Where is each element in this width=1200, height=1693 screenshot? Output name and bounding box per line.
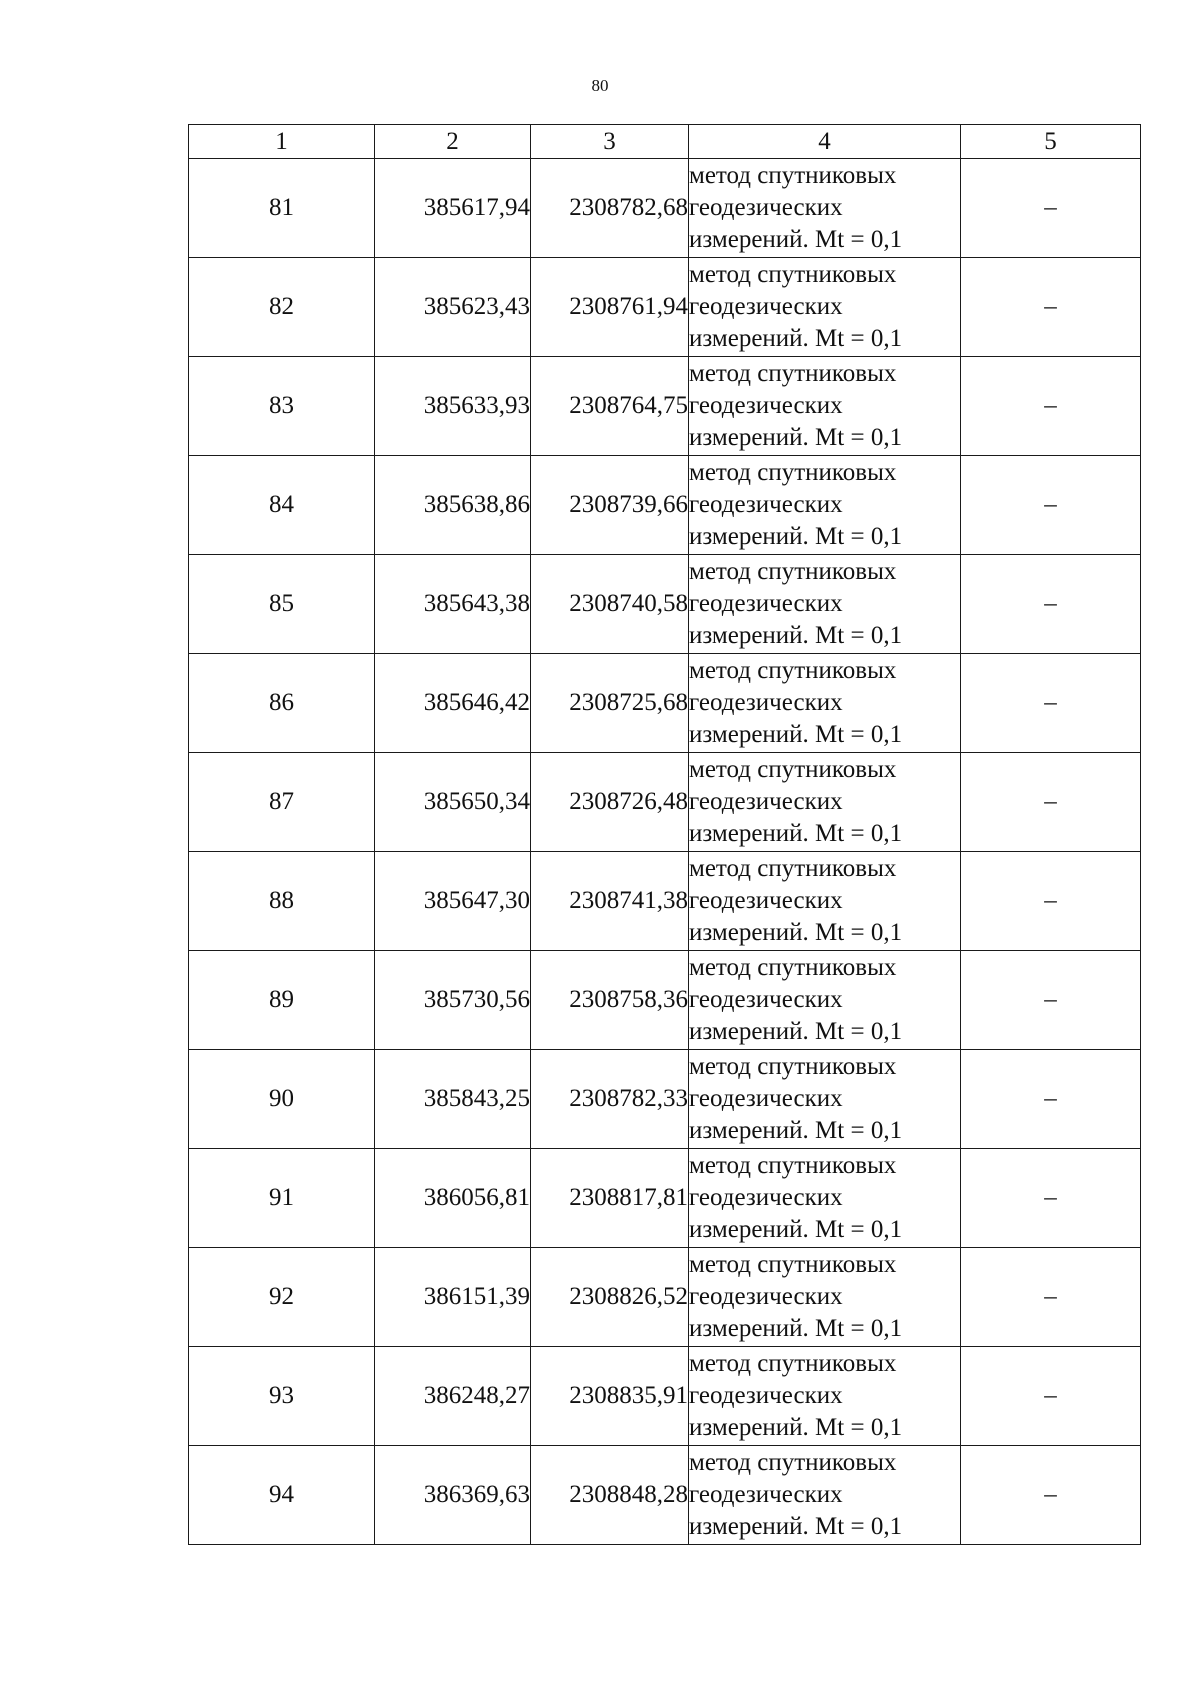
- table-row: [189, 654, 1141, 753]
- method-line: геодезических: [689, 491, 843, 518]
- method-line: геодезических: [689, 1085, 843, 1112]
- note-cell: –: [961, 1248, 1141, 1347]
- column-header-3: 3: [531, 125, 689, 159]
- note-cell: –: [961, 852, 1141, 951]
- x-coordinate-cell: 385730,56: [375, 951, 531, 1050]
- method-line: метод спутниковых: [689, 360, 897, 387]
- coordinates-table: [188, 124, 1141, 1545]
- method-line: измерений. Mt = 0,1: [689, 1117, 903, 1144]
- x-coordinate-cell: 386056,81: [375, 1149, 531, 1248]
- table-row: [189, 1248, 1141, 1347]
- method-cell: [689, 654, 961, 753]
- method-cell: [689, 1050, 961, 1149]
- y-coordinate-cell: 2308761,94: [531, 258, 689, 357]
- method-cell: [689, 357, 961, 456]
- y-coordinate-cell: 2308741,38: [531, 852, 689, 951]
- column-header-4: 4: [689, 125, 961, 159]
- table-row: [189, 555, 1141, 654]
- column-header-5: 5: [961, 125, 1141, 159]
- method-line: геодезических: [689, 1184, 843, 1211]
- x-coordinate-cell: 385623,43: [375, 258, 531, 357]
- table-row: [189, 753, 1141, 852]
- x-coordinate-cell: 385633,93: [375, 357, 531, 456]
- x-coordinate-cell: 385650,34: [375, 753, 531, 852]
- y-coordinate-cell: 2308835,91: [531, 1347, 689, 1446]
- x-coordinate-cell: 385638,86: [375, 456, 531, 555]
- method-line: измерений. Mt = 0,1: [689, 1315, 903, 1342]
- point-number-cell: 91: [189, 1149, 375, 1248]
- y-coordinate-cell: 2308739,66: [531, 456, 689, 555]
- method-line: геодезических: [689, 194, 843, 221]
- method-cell: [689, 1248, 961, 1347]
- method-line: геодезических: [689, 788, 843, 815]
- method-cell: [689, 852, 961, 951]
- point-number-cell: 90: [189, 1050, 375, 1149]
- method-cell: [689, 555, 961, 654]
- point-number-cell: 89: [189, 951, 375, 1050]
- method-line: геодезических: [689, 1481, 843, 1508]
- x-coordinate-cell: 385643,38: [375, 555, 531, 654]
- point-number-cell: 94: [189, 1446, 375, 1545]
- y-coordinate-cell: 2308740,58: [531, 555, 689, 654]
- point-number-cell: 85: [189, 555, 375, 654]
- method-line: измерений. Mt = 0,1: [689, 1513, 903, 1540]
- method-line: метод спутниковых: [689, 162, 897, 189]
- method-cell: [689, 1347, 961, 1446]
- point-number-cell: 88: [189, 852, 375, 951]
- table-body: [189, 159, 1141, 1545]
- method-cell: [689, 1149, 961, 1248]
- y-coordinate-cell: 2308826,52: [531, 1248, 689, 1347]
- method-cell: [689, 258, 961, 357]
- x-coordinate-cell: 386369,63: [375, 1446, 531, 1545]
- note-cell: –: [961, 258, 1141, 357]
- method-line: геодезических: [689, 986, 843, 1013]
- method-line: измерений. Mt = 0,1: [689, 325, 903, 352]
- x-coordinate-cell: 385646,42: [375, 654, 531, 753]
- y-coordinate-cell: 2308848,28: [531, 1446, 689, 1545]
- point-number-cell: 92: [189, 1248, 375, 1347]
- method-line: геодезических: [689, 1283, 843, 1310]
- note-cell: –: [961, 555, 1141, 654]
- note-cell: –: [961, 654, 1141, 753]
- method-line: измерений. Mt = 0,1: [689, 424, 903, 451]
- method-line: измерений. Mt = 0,1: [689, 226, 903, 253]
- table-row: [189, 159, 1141, 258]
- x-coordinate-cell: 386248,27: [375, 1347, 531, 1446]
- method-line: измерений. Mt = 0,1: [689, 919, 903, 946]
- note-cell: –: [961, 951, 1141, 1050]
- method-line: геодезических: [689, 689, 843, 716]
- note-cell: –: [961, 1446, 1141, 1545]
- column-header-1: 1: [189, 125, 375, 159]
- method-cell: [689, 1446, 961, 1545]
- y-coordinate-cell: 2308758,36: [531, 951, 689, 1050]
- method-line: метод спутниковых: [689, 855, 897, 882]
- method-line: измерений. Mt = 0,1: [689, 1414, 903, 1441]
- method-line: геодезических: [689, 887, 843, 914]
- point-number-cell: 86: [189, 654, 375, 753]
- column-header-2: 2: [375, 125, 531, 159]
- x-coordinate-cell: 385617,94: [375, 159, 531, 258]
- method-line: измерений. Mt = 0,1: [689, 1216, 903, 1243]
- point-number-cell: 83: [189, 357, 375, 456]
- note-cell: –: [961, 1149, 1141, 1248]
- table-row: [189, 951, 1141, 1050]
- table-row: [189, 1149, 1141, 1248]
- method-line: метод спутниковых: [689, 657, 897, 684]
- point-number-cell: 84: [189, 456, 375, 555]
- method-line: геодезических: [689, 293, 843, 320]
- method-line: измерений. Mt = 0,1: [689, 622, 903, 649]
- y-coordinate-cell: 2308726,48: [531, 753, 689, 852]
- note-cell: –: [961, 456, 1141, 555]
- x-coordinate-cell: 386151,39: [375, 1248, 531, 1347]
- note-cell: –: [961, 1347, 1141, 1446]
- method-line: измерений. Mt = 0,1: [689, 820, 903, 847]
- method-cell: [689, 951, 961, 1050]
- table-row: [189, 1050, 1141, 1149]
- table-row: [189, 1446, 1141, 1545]
- method-line: метод спутниковых: [689, 1251, 897, 1278]
- method-line: метод спутниковых: [689, 1053, 897, 1080]
- table-row: [189, 456, 1141, 555]
- point-number-cell: 93: [189, 1347, 375, 1446]
- note-cell: –: [961, 159, 1141, 258]
- table-row: [189, 852, 1141, 951]
- method-line: метод спутниковых: [689, 1350, 897, 1377]
- point-number-cell: 82: [189, 258, 375, 357]
- y-coordinate-cell: 2308782,68: [531, 159, 689, 258]
- y-coordinate-cell: 2308817,81: [531, 1149, 689, 1248]
- table-row: [189, 357, 1141, 456]
- method-line: геодезических: [689, 1382, 843, 1409]
- point-number-cell: 81: [189, 159, 375, 258]
- method-cell: [689, 456, 961, 555]
- note-cell: –: [961, 1050, 1141, 1149]
- method-cell: [689, 159, 961, 258]
- y-coordinate-cell: 2308782,33: [531, 1050, 689, 1149]
- page-number: 80: [591, 76, 609, 95]
- method-line: измерений. Mt = 0,1: [689, 721, 903, 748]
- note-cell: –: [961, 357, 1141, 456]
- method-line: измерений. Mt = 0,1: [689, 523, 903, 550]
- x-coordinate-cell: 385647,30: [375, 852, 531, 951]
- y-coordinate-cell: 2308764,75: [531, 357, 689, 456]
- method-line: метод спутниковых: [689, 1152, 897, 1179]
- y-coordinate-cell: 2308725,68: [531, 654, 689, 753]
- method-cell: [689, 753, 961, 852]
- point-number-cell: 87: [189, 753, 375, 852]
- method-line: метод спутниковых: [689, 954, 897, 981]
- method-line: геодезических: [689, 590, 843, 617]
- table-row: [189, 258, 1141, 357]
- method-line: измерений. Mt = 0,1: [689, 1018, 903, 1045]
- table-row: [189, 1347, 1141, 1446]
- method-line: геодезических: [689, 392, 843, 419]
- method-line: метод спутниковых: [689, 558, 897, 585]
- method-line: метод спутниковых: [689, 756, 897, 783]
- method-line: метод спутниковых: [689, 261, 897, 288]
- note-cell: –: [961, 753, 1141, 852]
- table-header-row: [189, 125, 1141, 159]
- x-coordinate-cell: 385843,25: [375, 1050, 531, 1149]
- method-line: метод спутниковых: [689, 459, 897, 486]
- method-line: метод спутниковых: [689, 1449, 897, 1476]
